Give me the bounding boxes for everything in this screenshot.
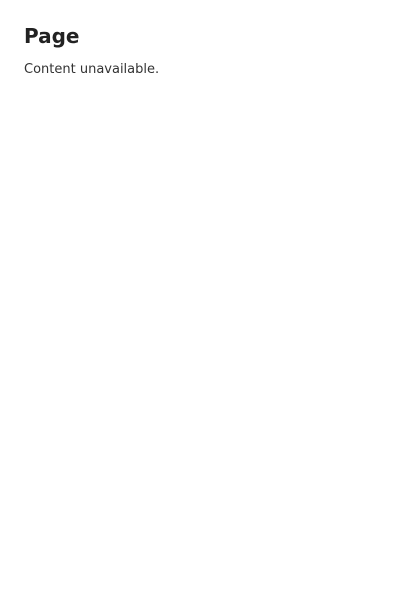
page-title: Page <box>24 24 80 48</box>
page-body: Content unavailable. <box>24 62 160 77</box>
